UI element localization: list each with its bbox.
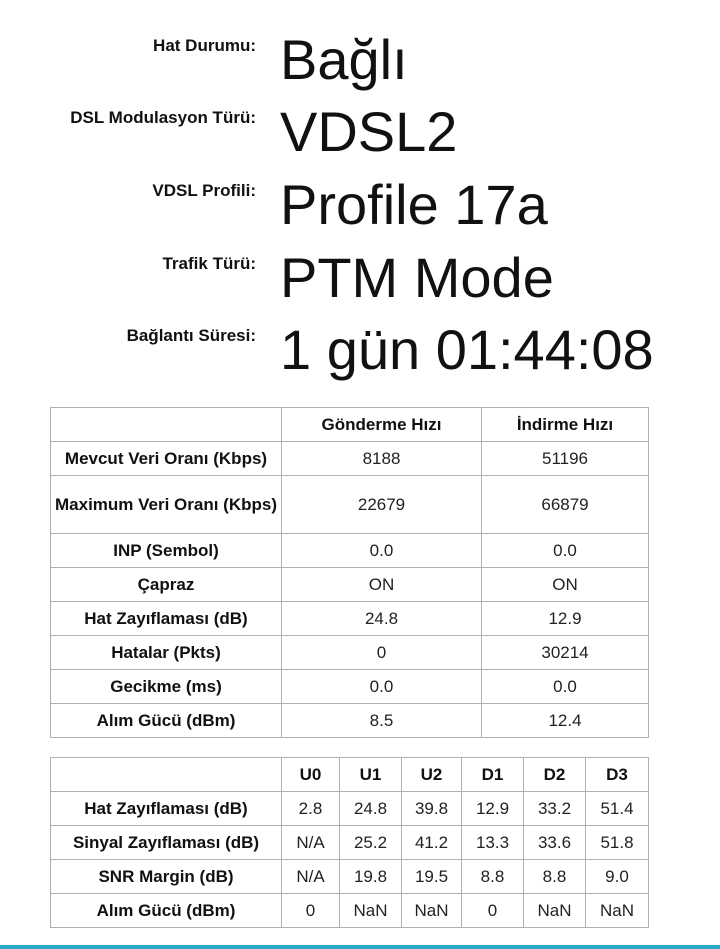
- table-row: [51, 568, 649, 602]
- downstream-value: 12.9: [482, 602, 649, 636]
- downstream-value: 51196: [482, 442, 649, 476]
- downstream-value: 66879: [482, 476, 649, 534]
- status-value: Bağlı: [280, 28, 408, 91]
- band-value: NaN: [340, 894, 402, 928]
- band-value: NaN: [402, 894, 462, 928]
- bands-table: [50, 757, 649, 928]
- table-row: [51, 860, 649, 894]
- table-header-cell: D3: [586, 758, 649, 792]
- row-label: Hatalar (Pkts): [51, 636, 282, 670]
- rates-table: [50, 407, 649, 738]
- upstream-value: ON: [282, 568, 482, 602]
- band-value: 19.5: [402, 860, 462, 894]
- band-value: 25.2: [340, 826, 402, 860]
- status-label: DSL Modulasyon Türü:: [70, 108, 256, 127]
- band-value: 8.8: [462, 860, 524, 894]
- row-label: INP (Sembol): [51, 534, 282, 568]
- downstream-value: 12.4: [482, 704, 649, 738]
- table-header-row: [51, 408, 649, 442]
- status-row-uptime: [0, 314, 720, 386]
- upstream-value: 0: [282, 636, 482, 670]
- band-value: 19.8: [340, 860, 402, 894]
- band-value: N/A: [282, 826, 340, 860]
- band-value: 41.2: [402, 826, 462, 860]
- status-label: VDSL Profili:: [152, 181, 256, 200]
- status-label: Trafik Türü:: [162, 254, 256, 273]
- row-label: Alım Gücü (dBm): [51, 894, 282, 928]
- band-value: 51.8: [586, 826, 649, 860]
- row-label: Mevcut Veri Oranı (Kbps): [51, 442, 282, 476]
- downstream-value: 30214: [482, 636, 649, 670]
- status-row-traffic-type: [0, 242, 720, 314]
- band-value: 39.8: [402, 792, 462, 826]
- table-header-cell: D2: [524, 758, 586, 792]
- status-row-modulation: [0, 96, 720, 168]
- upstream-value: 8.5: [282, 704, 482, 738]
- table-header-row: [51, 758, 649, 792]
- downstream-value: 0.0: [482, 534, 649, 568]
- status-value: 1 gün 01:44:08: [280, 318, 654, 381]
- band-value: 12.9: [462, 792, 524, 826]
- row-label: Maximum Veri Oranı (Kbps): [51, 476, 282, 534]
- table-row: [51, 792, 649, 826]
- table-row: [51, 442, 649, 476]
- table-row: [51, 670, 649, 704]
- row-label: SNR Margin (dB): [51, 860, 282, 894]
- status-value: Profile 17a: [280, 173, 548, 236]
- table-header-cell: D1: [462, 758, 524, 792]
- row-label: Hat Zayıflaması (dB): [51, 792, 282, 826]
- table-header-cell: U0: [282, 758, 340, 792]
- band-value: NaN: [524, 894, 586, 928]
- row-label: Çapraz: [51, 568, 282, 602]
- table-row: [51, 894, 649, 928]
- table-row: [51, 602, 649, 636]
- table-header-cell: [51, 408, 282, 442]
- downstream-value: 0.0: [482, 670, 649, 704]
- table-row: [51, 704, 649, 738]
- row-label: Hat Zayıflaması (dB): [51, 602, 282, 636]
- upstream-value: 0.0: [282, 670, 482, 704]
- table-row: [51, 636, 649, 670]
- band-value: 8.8: [524, 860, 586, 894]
- status-row-vdsl-profile: [0, 169, 720, 241]
- upstream-value: 0.0: [282, 534, 482, 568]
- band-value: 51.4: [586, 792, 649, 826]
- band-value: 33.2: [524, 792, 586, 826]
- band-value: 0: [462, 894, 524, 928]
- band-value: 0: [282, 894, 340, 928]
- table-header-cell: [51, 758, 282, 792]
- band-value: 24.8: [340, 792, 402, 826]
- row-label: Gecikme (ms): [51, 670, 282, 704]
- table-row: [51, 534, 649, 568]
- table-header-cell: Gönderme Hızı: [282, 408, 482, 442]
- upstream-value: 8188: [282, 442, 482, 476]
- downstream-value: ON: [482, 568, 649, 602]
- status-value: VDSL2: [280, 100, 458, 163]
- status-label: Bağlantı Süresi:: [126, 326, 256, 345]
- table-row: [51, 826, 649, 860]
- status-label: Hat Durumu:: [153, 36, 256, 55]
- status-row-line-state: [0, 24, 720, 96]
- band-value: 2.8: [282, 792, 340, 826]
- band-value: 33.6: [524, 826, 586, 860]
- upstream-value: 22679: [282, 476, 482, 534]
- band-value: N/A: [282, 860, 340, 894]
- table-header-cell: İndirme Hızı: [482, 408, 649, 442]
- upstream-value: 24.8: [282, 602, 482, 636]
- bottom-accent-bar: [0, 945, 720, 949]
- status-value: PTM Mode: [280, 246, 554, 309]
- band-value: 13.3: [462, 826, 524, 860]
- table-row: [51, 476, 649, 534]
- band-value: NaN: [586, 894, 649, 928]
- table-header-cell: U1: [340, 758, 402, 792]
- row-label: Sinyal Zayıflaması (dB): [51, 826, 282, 860]
- table-header-cell: U2: [402, 758, 462, 792]
- band-value: 9.0: [586, 860, 649, 894]
- row-label: Alım Gücü (dBm): [51, 704, 282, 738]
